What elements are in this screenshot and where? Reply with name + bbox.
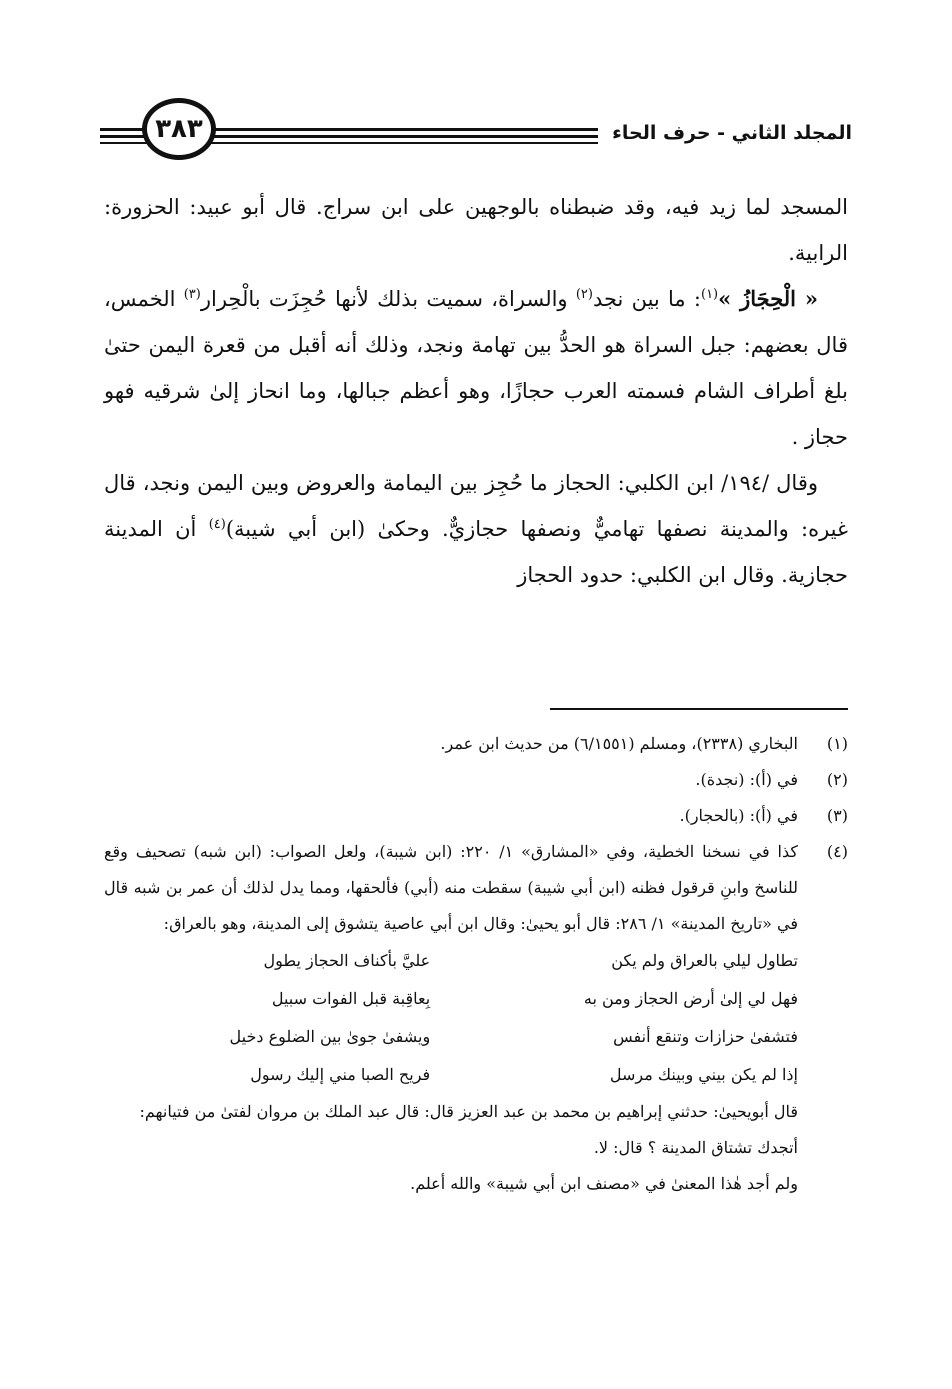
footnote-separator	[550, 708, 848, 710]
page-number: ٣٨٣	[142, 98, 216, 160]
paragraph-text: أن المدينة حجازية. وقال ابن الكلبي: حدود الحجاز	[104, 517, 848, 587]
headword: « الْحِجَازُ »	[718, 286, 819, 311]
verse-second-hemistich: فريح الصبا مني إليك رسول	[250, 1065, 431, 1084]
main-text	[104, 184, 848, 598]
footnote-text: ولم أجد هٰذا المعنىٰ في «مصنف ابن أبي شيبة» والله أعلم.	[410, 1174, 798, 1193]
verse-first-hemistich: فتشفىٰ حزازات وتنقع أنفس	[613, 1027, 798, 1046]
footnote-text: قال أبويحيىٰ: حدثني إبراهيم بن محمد بن عبد العزيز قال: قال عبد الملك بن مروان لفتىٰ من فتيانهم: أتجدك تشتاق المدينة ؟ قال: لا.	[139, 1102, 798, 1157]
footnote-number: (٣)	[826, 806, 848, 825]
verse-first-hemistich: فهل لي إلىٰ أرض الحجاز ومن به	[583, 989, 798, 1008]
paragraph-text: : ما بين نجد	[592, 287, 701, 311]
footnote-number: (٤)	[826, 842, 848, 861]
paragraph-hijaz	[104, 276, 848, 460]
footnote-number: (٢)	[826, 770, 848, 789]
paragraph-text: الخمس، قال بعضهم: جبل السراة هو الحدُّ بين تهامة ونجد، وذلك أنه أقبل من قعرة اليمن حتىٰ بلغ أطراف الشام فسمته العرب حجازًا، وهو أعظم جبالها، وما انحاز إلىٰ شرقيه فهو حجاز .	[104, 287, 848, 449]
verse-first-hemistich: إذا لم يكن بيني وبينك مرسل	[609, 1065, 798, 1084]
paragraph-text: وقال /١٩٤/ ابن الكلبي: الحجاز ما حُجِز بين اليمامة والعروض وبين اليمن ونجد، قال غيره: والمدينة نصفها تهاميٌّ ونصفها حجازيٌّ. وحكىٰ (ابن أبي شيبة)	[104, 471, 848, 541]
footnote-number: (١)	[826, 734, 848, 753]
footnote-text: كذا في نسخنا الخطية، وفي «المشارق» ١/ ٢٢٠: (ابن شيبة)، ولعل الصواب: (ابن شبه) تصحيف وقع للناسخ وابنِ قرقول فظنه (ابن أبي شيبة) سقطت منه (أبي) فألحقها، ومما يدل لذلك أن عمر بن شبه قال في «تاريخ المدينة» ١/ ٢٨٦: قال أبو يحيىٰ: وقال ابن أبي عاصية يتشوق إلى المدينة، وهو بالعراق:	[104, 842, 798, 933]
footnote	[104, 798, 848, 834]
paragraph	[104, 460, 848, 598]
footnote-ref[interactable]: (١)	[700, 287, 719, 302]
footnote-text: في (أ): (نجدة).	[695, 770, 798, 789]
footnotes	[104, 726, 848, 1202]
footnote-text: في (أ): (بالحجار).	[679, 806, 798, 825]
page-header	[100, 98, 852, 170]
footnote-ref[interactable]: (٢)	[575, 287, 593, 302]
footnote-text: البخاري (٢٣٣٨)، ومسلم (٦/١٥٥١) من حديث ابن عمر.	[440, 734, 798, 753]
verse-second-hemistich: بِعاقِبة قبل الفوات سبيل	[271, 989, 431, 1008]
poem-verse	[104, 1056, 848, 1094]
footnote	[104, 726, 848, 762]
paragraph-text: والسراة، سميت بذلك لأنها حُجِزَت بالْحِرار	[200, 287, 576, 311]
footnote-ref[interactable]: (٤)	[208, 517, 226, 532]
footnote-ref[interactable]: (٣)	[183, 287, 201, 302]
verse-second-hemistich: ويشفىٰ جوىٰ بين الضلوع دخيل	[229, 1027, 431, 1046]
poem-verse	[104, 1018, 848, 1056]
verse-first-hemistich: تطاول ليلي بالعراق ولم يكن	[611, 951, 798, 970]
footnote	[104, 762, 848, 798]
verse-second-hemistich: عليَّ بأكناف الحجاز يطول	[263, 951, 431, 970]
poem-verse	[104, 942, 848, 980]
poem-verse	[104, 980, 848, 1018]
footnote	[104, 834, 848, 942]
paragraph: المسجد لما زيد فيه، وقد ضبطناه بالوجهين على ابن سراج. قال أبو عبيد: الحزورة: الرابية.	[104, 195, 848, 265]
running-title: المجلد الثاني - حرف الحاء	[598, 118, 852, 148]
